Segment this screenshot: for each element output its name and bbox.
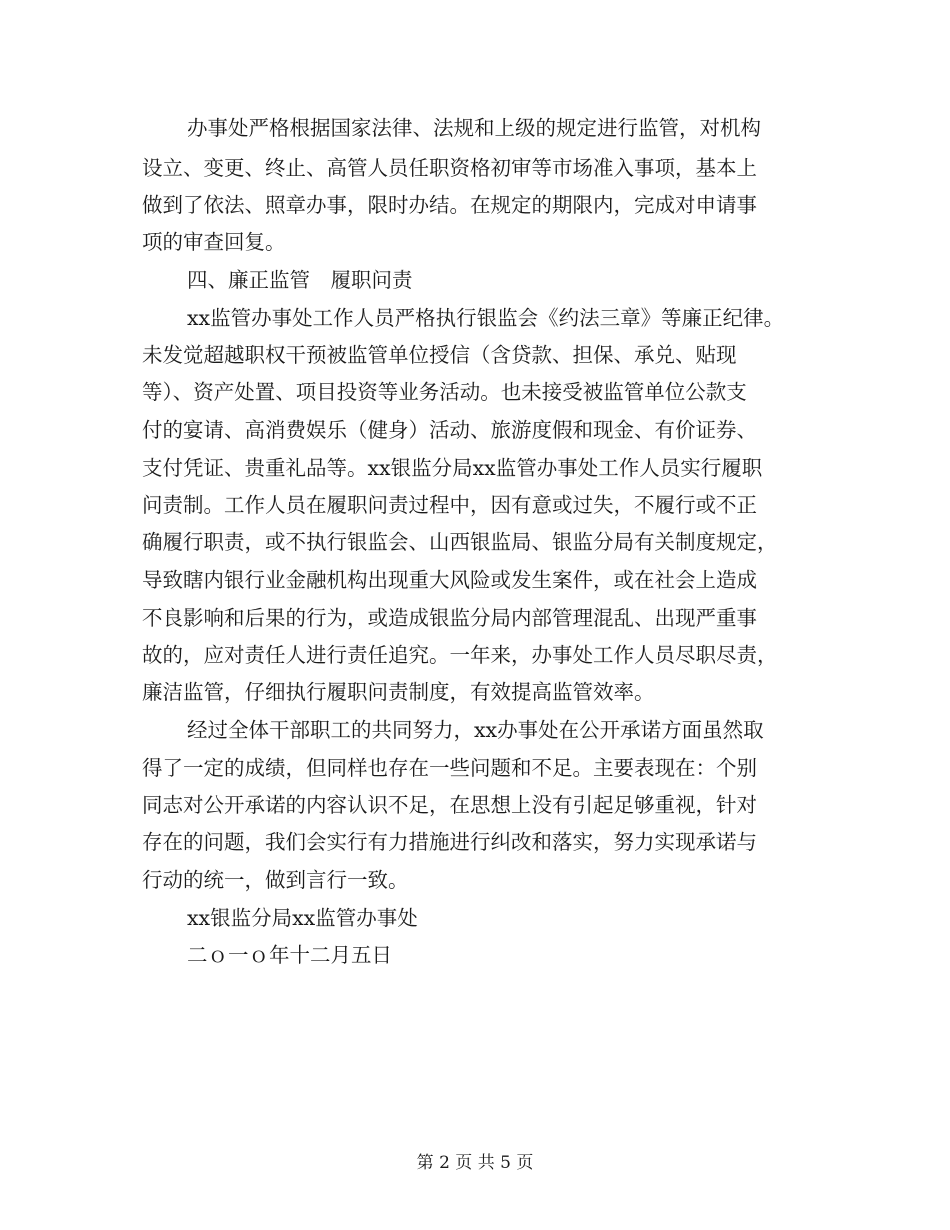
paragraph-line: 办事处严格根据国家法律、法规和上级的规定进行监管，对机构	[187, 116, 761, 140]
paragraph-line: 同志对公开承诺的内容认识不足，在思想上没有引起足够重视，针对	[142, 793, 757, 817]
paragraph-line: 行动的统一，做到言行一致。	[142, 868, 409, 892]
paragraph-line: 故的，应对责任人进行责任追究。一年来，办事处工作人员尽职尽责，	[142, 643, 778, 667]
paragraph-line: 支付凭证、贵重礼品等。xx银监分局xx监管办事处工作人员实行履职	[142, 456, 763, 480]
section-heading: 四、廉正监管 履职问责	[187, 268, 413, 292]
paragraph-line: 存在的问题，我们会实行有力措施进行纠改和落实，努力实现承诺与	[142, 830, 757, 854]
paragraph-line: 未发觉超越职权干预被监管单位授信（含贷款、担保、承兑、贴现	[142, 343, 737, 367]
paragraph-line: 确履行职责，或不执行银监会、山西银监局、银监分局有关制度规定，	[142, 530, 778, 554]
paragraph-line: 付的宴请、高消费娱乐（健身）活动、旅游度假和现金、有价证券、	[142, 418, 757, 442]
paragraph-line: 问责制。工作人员在履职问责过程中，因有意或过失，不履行或不正	[142, 493, 757, 517]
signature-date: 二ｏ一ｏ年十二月五日	[187, 943, 392, 967]
paragraph-line: 得了一定的成绩，但同样也存在一些问题和不足。主要表现在：个别	[142, 756, 757, 780]
paragraph-line: 做到了依法、照章办事，限时办结。在规定的期限内，完成对申请事	[142, 193, 757, 217]
paragraph-line: 设立、变更、终止、高管人员任职资格初审等市场准入事项，基本上	[142, 156, 757, 180]
signature-organization: xx银监分局xx监管办事处	[187, 906, 418, 930]
paragraph-line: xx监管办事处工作人员严格执行银监会《约法三章》等廉正纪律。	[187, 306, 785, 330]
page-number-footer: 第 2 页 共 5 页	[416, 1153, 534, 1173]
paragraph-line: 不良影响和后果的行为，或造成银监分局内部管理混乱、出现严重事	[142, 606, 757, 630]
paragraph-line: 项的审查回复。	[142, 230, 286, 254]
paragraph-line: 等）、资产处置、项目投资等业务活动。也未接受被监管单位公款支	[142, 380, 747, 404]
paragraph-line: 经过全体干部职工的共同努力，xx办事处在公开承诺方面虽然取	[187, 718, 764, 742]
paragraph-line: 导致瞎内银行业金融机构出现重大风险或发生案件，或在社会上造成	[142, 568, 757, 592]
paragraph-line: 廉洁监管，仔细执行履职问责制度，有效提高监管效率。	[142, 680, 655, 704]
